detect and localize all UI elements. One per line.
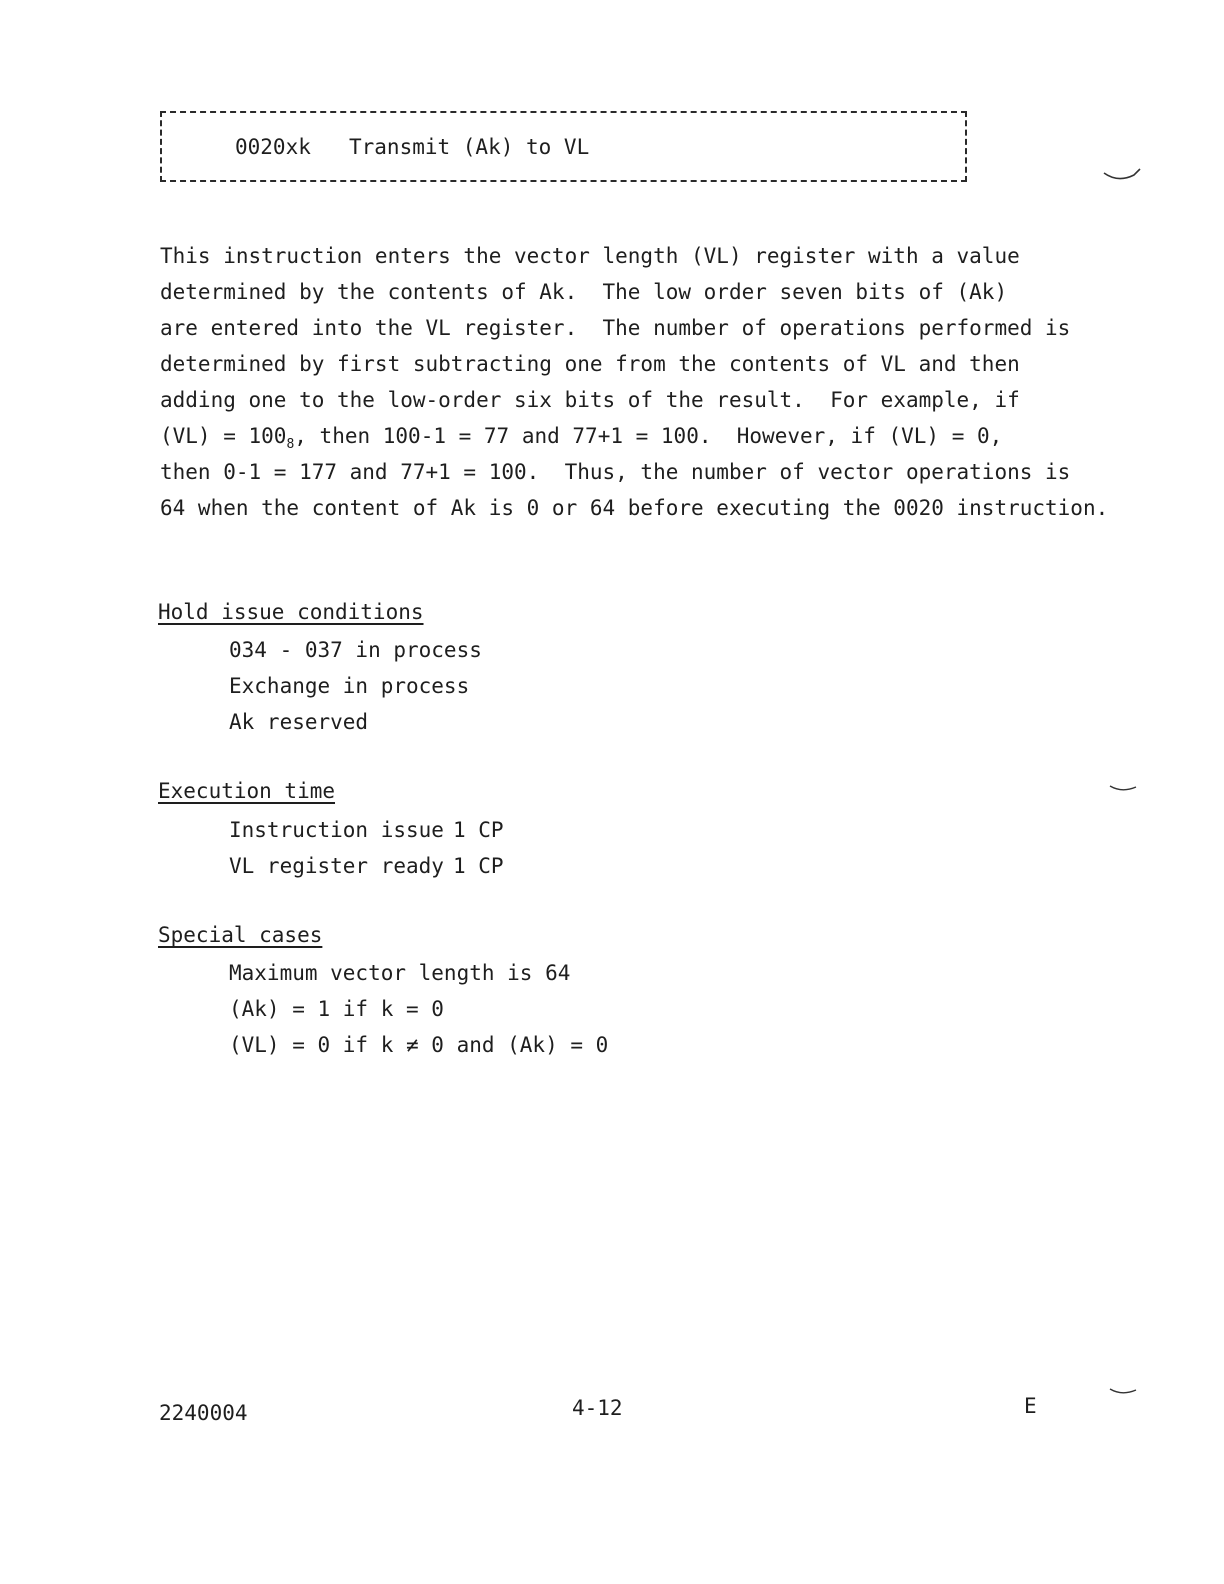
paragraph-line: determined by first subtracting one from the contents of VL and then xyxy=(160,352,1020,376)
special-cases-list xyxy=(229,955,608,1063)
execution-time-heading: Execution time xyxy=(158,779,336,803)
paragraph-line xyxy=(160,418,1060,454)
list-item: Ak reserved xyxy=(229,710,369,734)
list-item: (Ak) = 1 if k = 0 xyxy=(229,997,444,1021)
paragraph-line: are entered into the VL register. The number of operations performed is xyxy=(160,316,1071,340)
list-item xyxy=(229,812,504,848)
paragraph-line: 64 when the content of Ak is 0 or 64 before executing the 0020 instruction. xyxy=(160,496,1109,520)
list-item: Exchange in process xyxy=(229,674,470,698)
paragraph-text: , then 100-1 = 77 and 77+1 = 100. However, if (VL) = 0, xyxy=(294,424,1003,448)
hold-issue-heading: Hold issue conditions xyxy=(158,600,424,624)
hold-issue-list xyxy=(229,632,482,740)
timing-value: 1 CP xyxy=(453,854,504,878)
list-item: Maximum vector length is 64 xyxy=(229,961,571,985)
paragraph-line: determined by the contents of Ak. The low order seven bits of (Ak) xyxy=(160,280,1008,304)
punch-hole-mark-icon xyxy=(1106,1385,1140,1399)
instruction-header-box xyxy=(160,111,967,182)
instruction-code: 0020xk xyxy=(235,135,311,159)
punch-hole-mark-icon xyxy=(1100,165,1146,187)
list-item xyxy=(229,848,504,884)
paragraph-line: then 0-1 = 177 and 77+1 = 100. Thus, the number of vector operations is xyxy=(160,460,1071,484)
timing-label: VL register ready xyxy=(229,854,444,878)
paragraph-line: adding one to the low-order six bits of the result. For example, if xyxy=(160,388,1020,412)
paragraph-line: This instruction enters the vector length (VL) register with a value xyxy=(160,244,1020,268)
timing-label: Instruction issue xyxy=(229,818,444,842)
list-item: 034 - 037 in process xyxy=(229,638,482,662)
instruction-title: Transmit (Ak) to VL xyxy=(349,135,590,159)
octal-subscript: 8 xyxy=(286,437,295,452)
timing-value: 1 CP xyxy=(453,818,504,842)
page-number: 4-12 xyxy=(572,1396,623,1420)
list-item: (VL) = 0 if k ≠ 0 and (Ak) = 0 xyxy=(229,1033,609,1057)
execution-time-list xyxy=(229,812,504,884)
revision-letter: E xyxy=(1024,1394,1037,1418)
special-cases-heading: Special cases xyxy=(158,923,323,947)
document-number: 2240004 xyxy=(159,1401,248,1425)
paragraph-text: (VL) = 100 xyxy=(160,424,287,448)
punch-hole-mark-icon xyxy=(1106,782,1140,796)
description-paragraph xyxy=(160,238,1109,526)
